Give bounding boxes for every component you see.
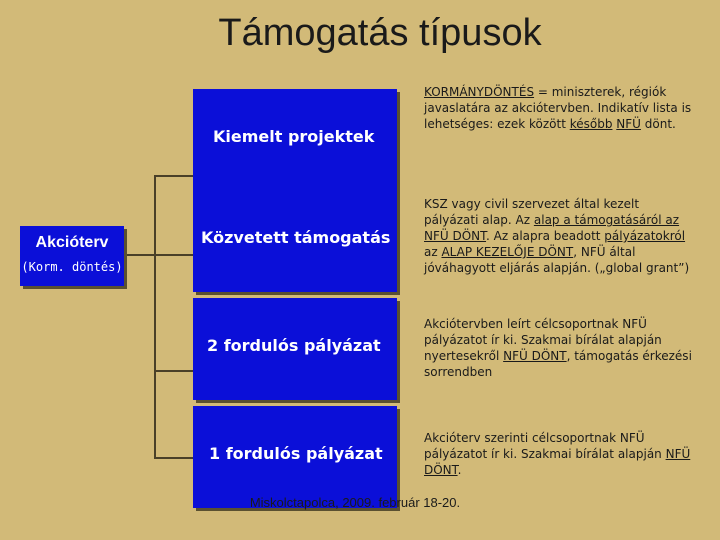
connector-branch-3 <box>154 370 193 372</box>
connector-trunk <box>154 175 156 458</box>
desc-segment: később <box>569 117 613 131</box>
desc-segment: . Az alapra beadott <box>486 229 605 243</box>
type-box-2-fordulos <box>193 298 397 400</box>
desc-segment: az <box>424 245 442 259</box>
desc-segment: pályázatokról <box>604 229 686 243</box>
type-box-kozvetett <box>193 190 397 292</box>
desc-kozvetett <box>424 196 696 276</box>
desc-segment: ALAP KEZELŐJE DÖNT <box>441 245 574 259</box>
desc-segment: alap a támogatásáról az NFÜ DÖNT <box>424 213 680 243</box>
type-label: Közvetett támogatás <box>201 228 391 247</box>
connector-branch-1 <box>154 175 193 177</box>
desc-kiemelt <box>424 84 696 132</box>
desc-2-fordulos <box>424 316 696 380</box>
desc-segment: NFÜ DÖNT <box>503 349 567 363</box>
desc-segment: dönt. <box>640 117 676 131</box>
desc-segment: KORMÁNYDÖNTÉS <box>424 85 535 99</box>
type-label: 2 fordulós pályázat <box>207 336 381 355</box>
page-title: Támogatás típusok <box>218 12 542 54</box>
connector-root <box>124 254 154 256</box>
desc-segment: , támogatás érkezési sorrendben <box>424 349 692 379</box>
desc-1-fordulos <box>424 430 696 478</box>
desc-segment: NFÜ <box>616 117 641 131</box>
desc-segment: KSZ vagy civil szervezet által kezelt pályázati alap. Az <box>424 197 640 227</box>
type-box-kiemelt <box>193 89 397 191</box>
desc-segment: Akcióterv szerinti célcsoportnak NFÜ pályázatot ír ki. Szakmai bírálat alapján <box>424 431 666 461</box>
desc-segment: , NFÜ által jóváhagyott eljárás alapján. („global grant”) <box>424 245 690 275</box>
type-label: Kiemelt projektek <box>213 127 375 146</box>
desc-segment: = miniszterek, régiók javaslatára az akciótervben. Indikatív lista is lehetséges: ezek között <box>424 85 692 131</box>
desc-segment: Akciótervben leírt célcsoportnak NFÜ pályázatot ír ki. Szakmai bírálat alapján nyertesekről <box>424 317 662 363</box>
desc-segment: NFÜ DÖNT <box>424 447 691 477</box>
root-node <box>20 226 124 286</box>
root-sublabel: (Korm. döntés) <box>21 260 123 274</box>
type-box-1-fordulos <box>193 406 397 508</box>
desc-segment: . <box>457 463 462 477</box>
footer-text: Miskolctapolca, 2009. február 18-20. <box>249 495 461 510</box>
connector-branch-2 <box>154 254 193 256</box>
root-label: Akcióterv <box>35 234 109 251</box>
type-label: 1 fordulós pályázat <box>209 444 383 463</box>
connector-branch-4 <box>154 457 193 459</box>
